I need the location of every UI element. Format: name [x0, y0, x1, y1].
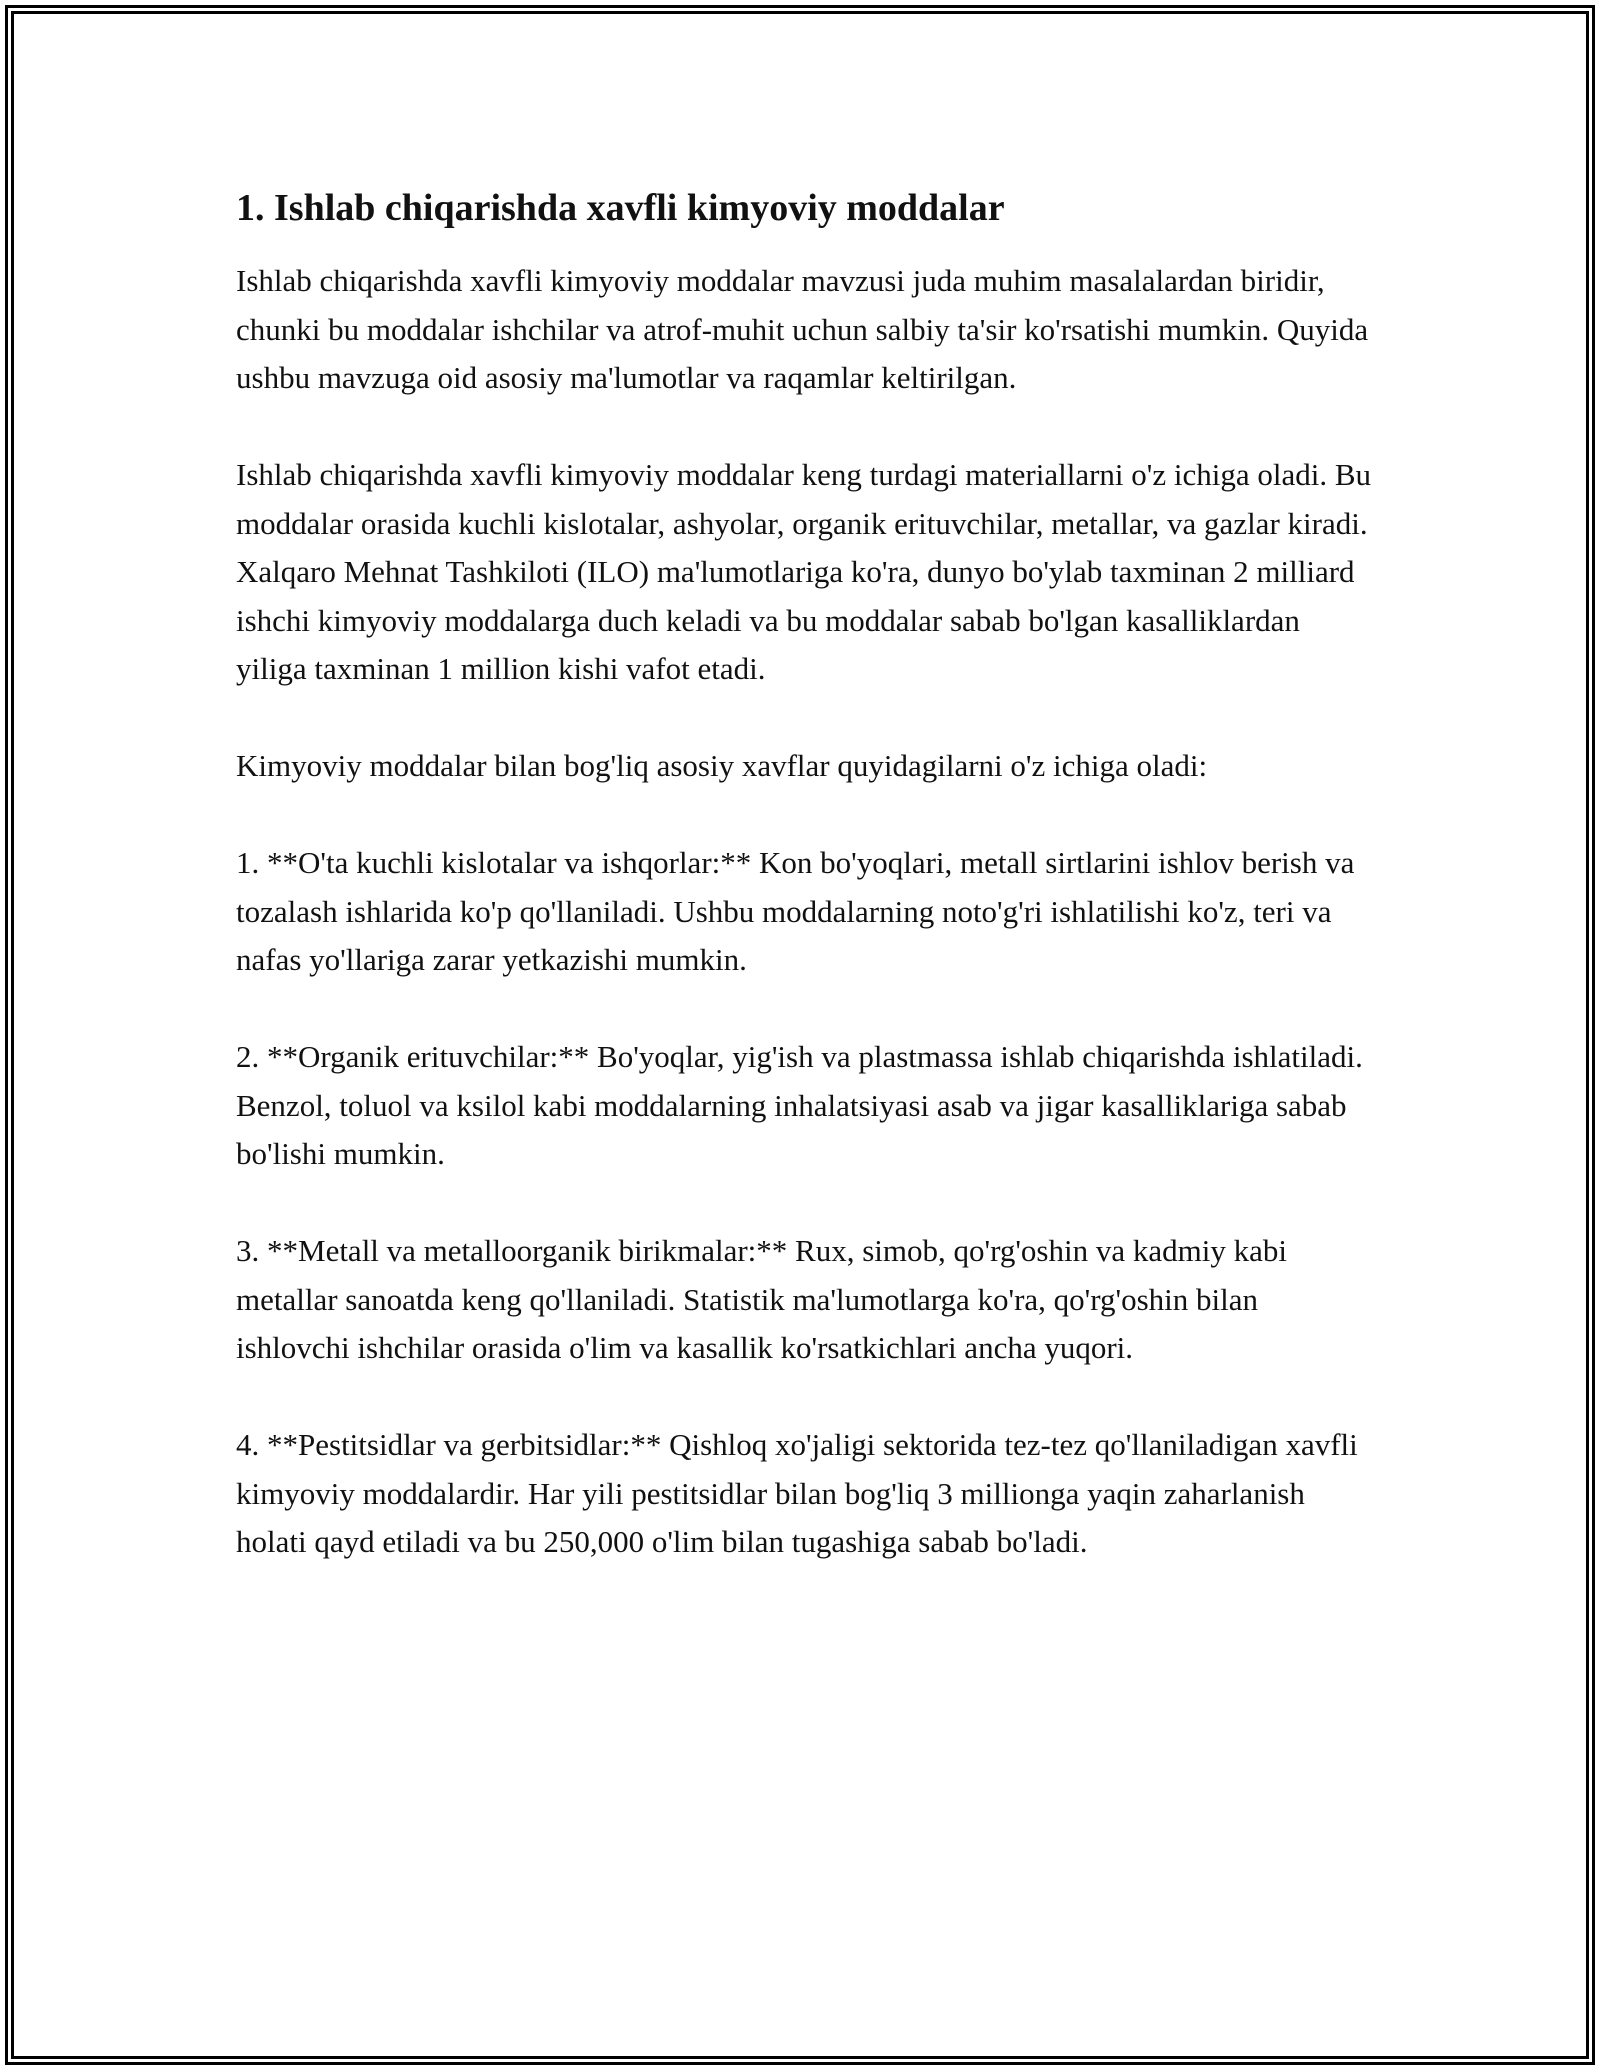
- list-item-metals: 3. **Metall va metalloorganik birikmalar:** Rux, simob, qo'rg'oshin va kadmiy kabi metallar sanoatda keng qo'llaniladi. Statistik ma'lumotlarga ko'ra, qo'rg'oshin bilan ishlovchi ishchilar orasida o'lim va kasallik ko'rsatkichlari ancha yuqori.: [236, 1233, 1287, 1365]
- document-title: 1. Ishlab chiqarishda xavfli kimyoviy moddalar: [236, 187, 1005, 229]
- list-item-acids: 1. **O'ta kuchli kislotalar va ishqorlar:** Kon bo'yoqlari, metall sirtlarini ishlov berish va tozalash ishlarida ko'p qo'llaniladi. Ushbu moddalarning noto'g'ri ishlatilishi ko'z, teri va nafas yo'llariga zarar yetkazishi mumkin.: [236, 845, 1355, 977]
- list-item-pesticides: 4. **Pestitsidlar va gerbitsidlar:** Qishloq xo'jaligi sektorida tez-tez qo'llaniladigan xavfli kimyoviy moddalardir. Har yili pestitsidlar bilan bog'liq 3 millionga yaqin zaharlanish holati qayd etiladi va bu 250,000 o'lim bilan tugashiga sabab bo'ladi.: [236, 1427, 1358, 1559]
- paragraph-hazards-lead: Kimyoviy moddalar bilan bog'liq asosiy xavflar quyidagilarni o'z ichiga oladi:: [236, 748, 1208, 783]
- paragraph-overview: Ishlab chiqarishda xavfli kimyoviy moddalar keng turdagi materiallarni o'z ichiga oladi. Bu moddalar orasida kuchli kislotalar, ashyolar, organik erituvchilar, metallar, va gazlar kiradi. Xalqaro Mehnat Tashkiloti (ILO) ma'lumotlariga ko'ra, dunyo bo'ylab taxminan 2 milliard ishchi kimyoviy moddalarga duch keladi va bu moddalar sabab bo'lgan kasalliklardan yiliga taxminan 1 million kishi vafot etadi.: [236, 457, 1372, 686]
- document-body: [236, 185, 1376, 1567]
- list-item-solvents: 2. **Organik erituvchilar:** Bo'yoqlar, yig'ish va plastmassa ishlab chiqarishda ishlatiladi. Benzol, toluol va ksilol kabi moddalarning inhalatsiyasi asab va jigar kasalliklariga sabab bo'lishi mumkin.: [236, 1039, 1363, 1171]
- paragraph-intro: Ishlab chiqarishda xavfli kimyoviy moddalar mavzusi juda muhim masalalardan biridir, chunki bu moddalar ishchilar va atrof-muhit uchun salbiy ta'sir ko'rsatishi mumkin. Quyida ushbu mavzuga oid asosiy ma'lumotlar va raqamlar keltirilgan.: [236, 263, 1369, 395]
